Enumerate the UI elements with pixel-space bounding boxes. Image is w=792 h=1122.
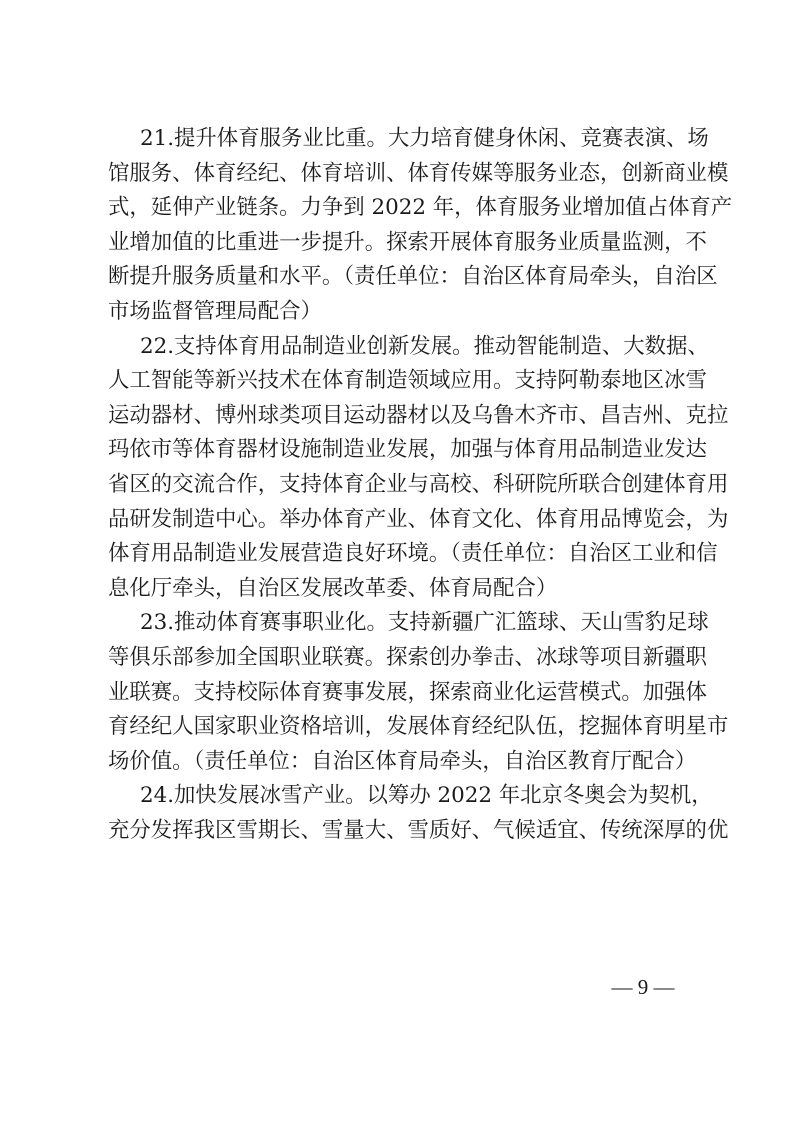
paragraph-22-line-1: 22.支持体育用品制造业创新发展。推动智能制造、大数据、: [140, 333, 709, 359]
paragraph-22-line-7: 体育用品制造业发展营造良好环境。（责任单位：自治区工业和信: [108, 541, 718, 567]
paragraph-23-line-1: 23.推动体育赛事职业化。支持新疆广汇篮球、天山雪豹足球: [140, 610, 709, 636]
paragraph-22-line-5: 省区的交流合作，支持体育企业与高校、科研院所联合创建体育用: [108, 471, 729, 497]
page-number: — 9 —: [611, 975, 675, 999]
paragraph-22-line-6: 品研发制造中心。举办体育产业、体育文化、体育用品博览会，为: [108, 506, 729, 532]
paragraph-21-line-5: 断提升服务质量和水平。（责任单位：自治区体育局牵头，自治区: [108, 264, 718, 290]
paragraph-23-line-2: 等俱乐部参加全国职业联赛。探索创办拳击、冰球等项目新疆职: [108, 644, 707, 670]
paragraph-24-line-1: 24.加快发展冰雪产业。以筹办 2022 年北京冬奥会为契机，: [140, 783, 713, 809]
paragraph-24-line-2: 充分发挥我区雪期长、雪量大、雪质好、气候适宜、传统深厚的优: [108, 817, 729, 843]
body-text: [108, 122, 733, 848]
paragraph-23-line-3: 业联赛。支持校际体育赛事发展，探索商业化运营模式。加强体: [108, 679, 707, 705]
paragraph-22-line-2: 人工智能等新兴技术在体育制造领域应用。支持阿勒泰地区冰雪: [108, 368, 707, 394]
paragraph-22-line-8: 息化厅牵头，自治区发展改革委、体育局配合）: [108, 575, 558, 601]
paragraph-21-line-1: 21.提升体育服务业比重。大力培育健身休闲、竞赛表演、场: [140, 126, 709, 151]
paragraph-21-line-2: 馆服务、体育经纪、体育培训、体育传媒等服务业态，创新商业模: [108, 160, 729, 186]
paragraph-21-line-4: 业增加值的比重进一步提升。探索开展体育服务业质量监测，不: [108, 229, 707, 255]
paragraph-21-line-6: 市场监督管理局配合）: [108, 298, 322, 324]
paragraph-22-line-4: 玛依市等体育器材设施制造业发展，加强与体育用品制造业发达: [108, 437, 707, 463]
paragraph-22-line-3: 运动器材、博州球类项目运动器材以及乌鲁木齐市、昌吉州、克拉: [108, 402, 729, 428]
paragraph-21-line-3: 式，延伸产业链条。力争到 2022 年，体育服务业增加值占体育产: [108, 195, 733, 221]
paragraph-23-line-5: 场价值。（责任单位：自治区体育局牵头，自治区教育厅配合）: [108, 748, 697, 774]
paragraph-23-line-4: 育经纪人国家职业资格培训，发展体育经纪队伍，挖掘体育明星市: [108, 714, 729, 740]
